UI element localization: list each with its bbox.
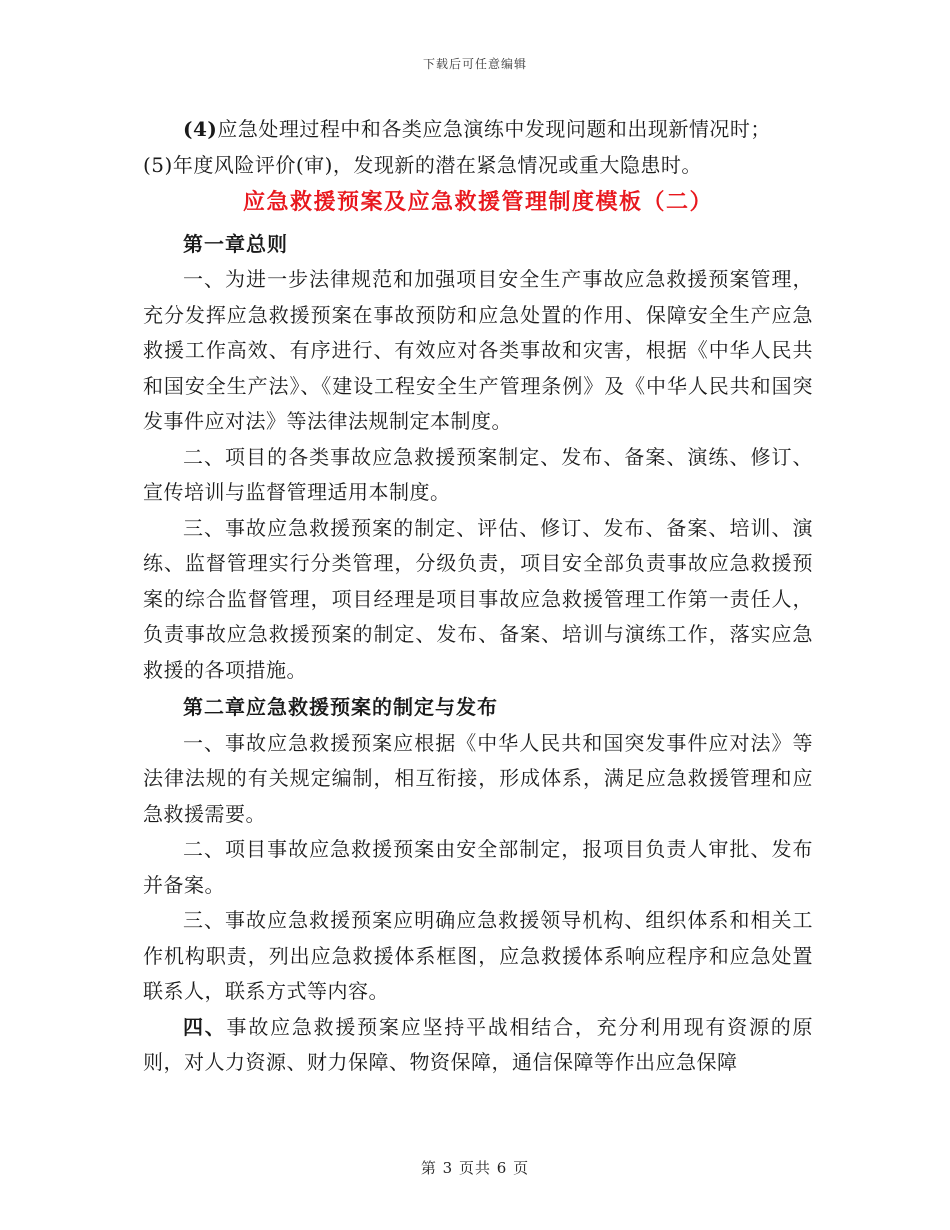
intro-line-5: (5)年度风险评价(审)，发现新的潜在紧急情况或重大隐患时。 (143, 152, 702, 177)
chapter-2-paragraph-4-text: 事故应急救援预案应坚持平战相结合，充分利用现有资源的原则，对人力资源、财力保障、物资保障，通信保障等作出应急保障 (143, 1014, 814, 1074)
chapter-2-heading: 第二章应急救援预案的制定与发布 (183, 695, 498, 719)
document-title: 应急救援预案及应急救援管理制度模板（二） (242, 189, 713, 215)
chapter-2-paragraph-3: 三、事故应急救援预案应明确应急救援领导机构、组织体系和相关工作机构职责，列出应急救援体系框图，应急救援体系响应程序和应急处置联系人，联系方式等内容。 (143, 908, 813, 1003)
intro-line-4-lead: (4) (183, 117, 218, 141)
chapter-1-paragraph-2: 二、项目的各类事故应急救援预案制定、发布、备案、演练、修订、宣传培训与监督管理适用本制度。 (143, 444, 813, 504)
intro-line-4-text: 应急处理过程中和各类应急演练中发现问题和出现新情况时； (217, 117, 771, 141)
chapter-1-paragraph-1: 一、为进一步法律规范和加强项目安全生产事故应急救援预案管理，充分发挥应急救援预案在事故预防和应急处置的作用、保障安全生产应急救援工作高效、有序进行、有效应对各类事故和灾害，根据《中华人民共和国安全生产法》、《建设工程安全生产管理条例》及《中华人民共和国突发事件应对法》等法律法规制定本制度。 (143, 267, 813, 433)
chapter-1-heading: 第一章总则 (183, 231, 288, 256)
document-body (143, 112, 813, 1081)
chapter-2-paragraph-4 (143, 1010, 813, 1081)
chapter-2-paragraph-2: 二、项目事故应急救援预案由安全部制定，报项目负责人审批、发布并备案。 (143, 837, 813, 897)
page-number: 第 3 页共 6 页 (420, 1159, 530, 1177)
chapter-2-paragraph-1: 一、事故应急救援预案应根据《中华人民共和国突发事件应对法》等法律法规的有关规定编制，相互衔接，形成体系，满足应急救援管理和应急救援需要。 (143, 730, 813, 826)
chapter-1-paragraph-3: 三、事故应急救援预案的制定、评估、修订、发布、备案、培训、演练、监督管理实行分类管理，分级负责，项目安全部负责事故应急救援预案的综合监督管理，项目经理是项目事故应急救援管理工作第一责任人，负责事故应急救援预案的制定、发布、备案、培训与演练工作，落实应急救援的各项措施。 (143, 515, 813, 682)
intro-line-4 (143, 112, 813, 148)
header-note: 下载后可任意编辑 (422, 57, 527, 71)
chapter-2-paragraph-4-lead: 四、 (183, 1014, 227, 1039)
